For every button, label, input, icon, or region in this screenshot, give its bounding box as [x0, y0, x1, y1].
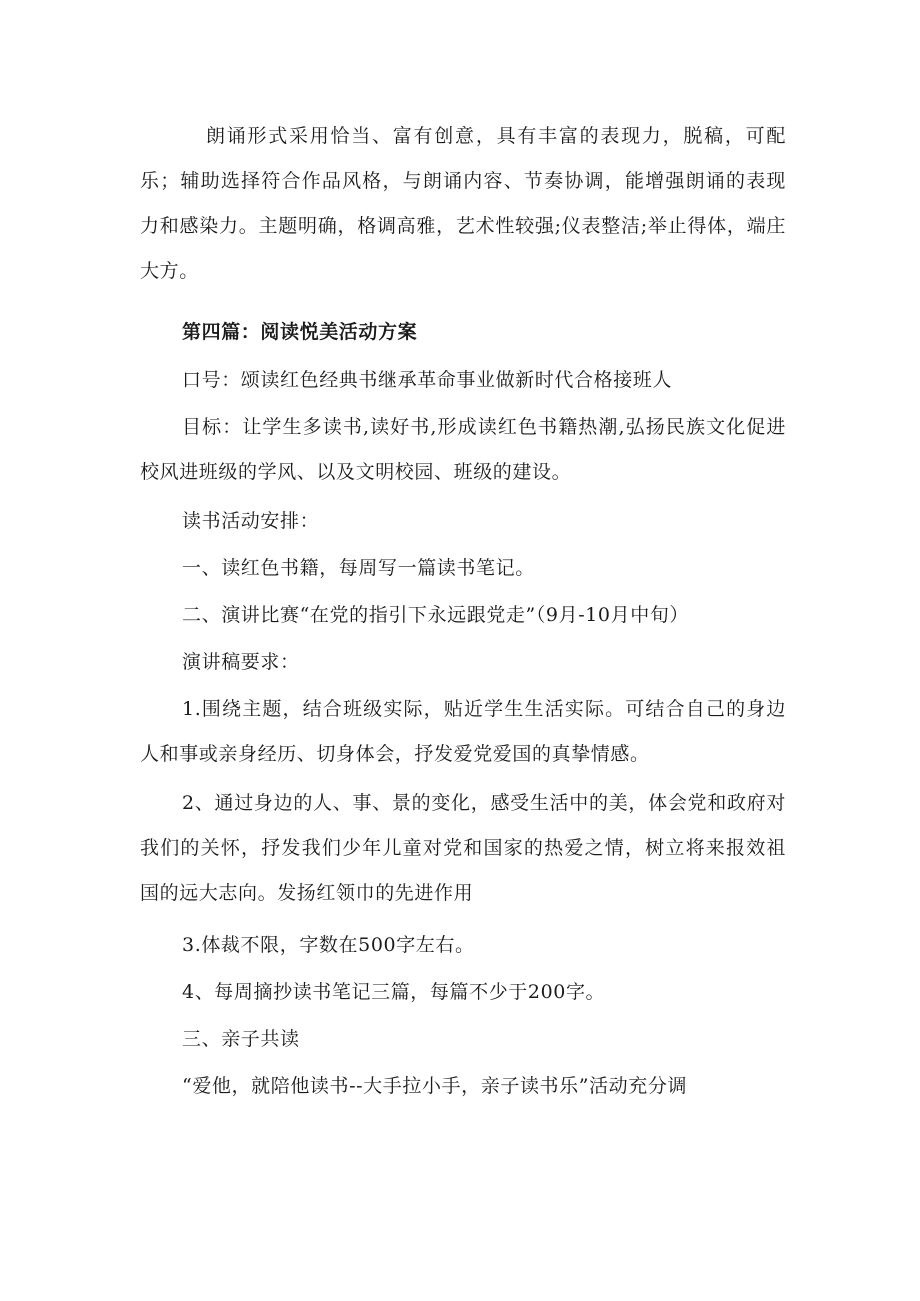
requirement-3: 3.体裁不限，字数在500字左右。 [182, 934, 475, 956]
paragraph-recitation-form: 朗诵形式采用恰当、富有创意，具有丰富的表现力，脱稿，可配乐；辅助选择符合作品风格，与朗诵内容、节奏协调，能增强朗诵的表现力和感染力。主题明确，格调高雅，艺术性较强;仪表整洁;举止得体，端庄大方。 [140, 125, 786, 282]
schedule-title: 读书活动安排： [182, 510, 320, 532]
speech-requirements-title: 演讲稿要求： [182, 651, 300, 673]
requirement-4: 4、每周摘抄读书笔记三篇，每篇不少于200字。 [182, 981, 606, 1003]
goal-paragraph: 目标：让学生多读书,读好书,形成读红色书籍热潮,弘扬民族文化促进校风进班级的学风、以及文明校园、班级的建设。 [140, 416, 786, 483]
section-heading: 第四篇：阅读悦美活动方案 [182, 321, 418, 343]
requirement-2: 2、通过身边的人、事、景的变化，感受生活中的美，体会党和政府对我们的关怀，抒发我们少年儿童对党和国家的热爱之情，树立将来报效祖国的远大志向。发扬红领巾的先进作用 [140, 792, 786, 904]
schedule-item-3: 三、亲子共读 [182, 1028, 300, 1050]
requirement-1: 1.围绕主题，结合班级实际，贴近学生生活实际。可结合自己的身边人和事或亲身经历、切身体会，抒发爱党爱国的真挚情感。 [140, 698, 786, 765]
schedule-item-2: 二、演讲比赛“在党的指引下永远跟党走”（9月-10月中旬） [182, 604, 690, 626]
last-paragraph: “爱他，就陪他读书--大手拉小手，亲子读书乐”活动充分调 [182, 1075, 688, 1097]
slogan-line: 口号：颂读红色经典书继承革命事业做新时代合格接班人 [182, 369, 673, 391]
schedule-item-1: 一、读红色书籍，每周写一篇读书笔记。 [182, 557, 535, 579]
